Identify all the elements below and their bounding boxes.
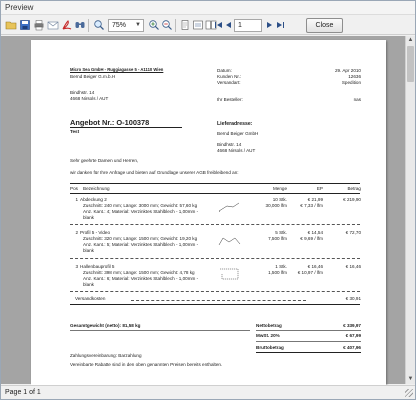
delivery-line: Bernd Beiger GmbH bbox=[217, 131, 259, 136]
total-weight: Gesamtgewicht (netto): 81,58 kg bbox=[70, 323, 141, 328]
table-rule bbox=[70, 183, 360, 184]
toolbar-separator bbox=[88, 19, 89, 32]
item-pos: 3 bbox=[75, 264, 78, 269]
title-underline bbox=[70, 127, 182, 128]
col-header-ep: EP bbox=[316, 186, 323, 191]
window-title: Preview bbox=[5, 3, 34, 12]
gross-label: Bruttobetrag bbox=[256, 345, 284, 350]
recipient-street: Bindhstr. 14 bbox=[70, 90, 95, 95]
row-separator bbox=[70, 224, 360, 225]
item-qty-length: 30,000 lfm bbox=[265, 203, 287, 208]
profile-sketch-icon bbox=[217, 201, 241, 213]
totals-rule bbox=[256, 341, 361, 342]
find-icon[interactable] bbox=[74, 19, 86, 31]
scroll-up-icon[interactable]: ▲ bbox=[407, 37, 414, 43]
delivery-line: 4668 Nirsols / AUT bbox=[217, 148, 256, 153]
item-detail: blank bbox=[83, 215, 94, 220]
item-qty: 1 Stk. bbox=[275, 264, 287, 269]
totals-double-rule bbox=[256, 352, 361, 353]
item-name: Abdeckung 2 bbox=[80, 197, 107, 202]
net-label: Nettobetrag bbox=[256, 323, 282, 328]
previous-page-icon[interactable] bbox=[224, 19, 233, 31]
item-pos: 1 bbox=[75, 197, 78, 202]
net-amount: € 339,97 bbox=[343, 323, 361, 328]
sender-line: Micro Sea GmbH - Ruggiagasse 5 - A1110 Wien bbox=[70, 67, 164, 72]
item-pos: 2 bbox=[75, 230, 78, 235]
item-detail: blank bbox=[83, 282, 94, 287]
item-unit-price: € 16,46 bbox=[307, 264, 323, 269]
scroll-down-icon[interactable]: ▼ bbox=[407, 376, 414, 382]
shipping-amount: € 30,91 bbox=[345, 296, 361, 301]
scrollbar-thumb[interactable] bbox=[407, 46, 414, 82]
col-header-description: Bezeichnung bbox=[83, 186, 110, 191]
payment-terms: Zahlungsvereinbarung: Barzahlung bbox=[70, 353, 142, 358]
page-indicator: Page 1 of 1 bbox=[5, 389, 41, 396]
print-icon[interactable] bbox=[33, 19, 45, 31]
item-qty: 10 Stk. bbox=[272, 197, 287, 202]
item-qty-length: 1,500 lfm bbox=[268, 270, 287, 275]
vat-label: MwSt. 20% bbox=[256, 333, 280, 338]
first-page-icon[interactable] bbox=[214, 19, 223, 31]
item-detail: Zuschnitt: 398 mm; Länge: 1500 mm; Gewicht: 4,78 kg bbox=[83, 270, 195, 275]
meta-label: Kunden Nr.: bbox=[217, 74, 242, 79]
item-detail: blank bbox=[83, 248, 94, 253]
document-page bbox=[31, 40, 386, 385]
item-price-per-meter: € 7,33 / lfm bbox=[300, 203, 323, 208]
meta-value: 29. Apr 2010 bbox=[334, 68, 361, 73]
row-separator bbox=[70, 291, 360, 292]
title-bar bbox=[1, 1, 415, 15]
item-detail: Anz. Kant.: 6; Material: Verzinktes Stahlblech - 1,00mm - bbox=[83, 276, 199, 281]
next-page-icon[interactable] bbox=[265, 19, 274, 31]
recipient-city: 4668 Nirsols / AUT bbox=[70, 96, 109, 101]
item-detail: Zuschnitt: 320 mm; Länge: 1500 mm; Gewicht: 19,20 kg bbox=[83, 236, 198, 241]
zoom-in-icon[interactable] bbox=[148, 19, 160, 31]
meta-label: Versandart: bbox=[217, 80, 241, 85]
shipping-label: Versandkosten bbox=[75, 296, 106, 301]
page-width-icon[interactable] bbox=[192, 19, 204, 31]
zoom-value: 75% bbox=[112, 22, 127, 29]
intro-text: wir danken für Ihre Anfrage und bieten auf Grundlage unserer AGB freibleibend an: bbox=[70, 170, 239, 175]
greeting: Sehr geehrte Damen und Herren, bbox=[70, 158, 139, 163]
toolbar-separator bbox=[175, 19, 176, 32]
item-detail: Anz. Kant.: 4; Material: Verzinktes Stahlblech - 1,00mm - bbox=[83, 209, 199, 214]
col-header-amount: Betrag bbox=[347, 186, 361, 191]
weight-underline bbox=[70, 330, 250, 331]
item-unit-price: € 21,99 bbox=[307, 197, 323, 202]
item-detail: Zuschnitt: 240 mm; Länge: 3000 mm; Gewicht: 57,60 kg bbox=[83, 203, 198, 208]
status-bar bbox=[1, 385, 415, 399]
document-subtitle: Test bbox=[70, 129, 80, 134]
item-qty-length: 7,500 lfm bbox=[268, 236, 287, 241]
recipient-name: Bernd Beiger G.m.b.H bbox=[70, 74, 116, 79]
profile-sketch-icon bbox=[217, 234, 243, 248]
totals-rule bbox=[256, 330, 361, 331]
table-rule bbox=[70, 193, 360, 194]
table-rule bbox=[70, 304, 360, 305]
document-title: Angebot Nr.: O-100378 bbox=[70, 118, 150, 127]
meta-value: 12636 bbox=[348, 74, 361, 79]
delivery-title: Lieferadresse: bbox=[217, 121, 253, 127]
item-amount: € 72,70 bbox=[345, 230, 361, 235]
meta-label: Ihr Besteller: bbox=[217, 97, 243, 102]
gross-amount: € 407,96 bbox=[343, 345, 361, 350]
zoom-icon[interactable] bbox=[93, 19, 105, 31]
item-amount: € 16,46 bbox=[345, 264, 361, 269]
meta-value: nas bbox=[353, 97, 361, 102]
resize-grip-icon[interactable] bbox=[405, 389, 413, 397]
row-separator bbox=[70, 258, 360, 259]
last-page-icon[interactable] bbox=[276, 19, 285, 31]
item-name: Profil 5 - Video bbox=[80, 230, 111, 235]
col-header-pos: Pos bbox=[70, 186, 78, 191]
close-button[interactable]: Close bbox=[306, 18, 343, 33]
zoom-select[interactable] bbox=[108, 19, 144, 32]
vertical-scrollbar[interactable] bbox=[405, 36, 415, 384]
profile-sketch-icon bbox=[217, 266, 243, 282]
item-detail: Anz. Kant.: 5; Material: Verzinktes Stahlblech - 1,00mm - bbox=[83, 242, 199, 247]
item-unit-price: € 14,54 bbox=[307, 230, 323, 235]
shipping-leader bbox=[131, 300, 306, 301]
page-number-input[interactable]: 1 bbox=[234, 19, 262, 32]
discount-note: Vereinbarte Rabatte sind in den oben genannten Preisen bereits enthalten. bbox=[70, 362, 223, 367]
item-amount: € 219,90 bbox=[343, 197, 361, 202]
vat-amount: € 67,99 bbox=[345, 333, 361, 338]
col-header-qty: Menge bbox=[272, 186, 287, 191]
meta-value: Spedition bbox=[341, 80, 361, 85]
meta-label: Datum: bbox=[217, 68, 232, 73]
chevron-down-icon: ▼ bbox=[135, 22, 141, 28]
item-qty: 5 Stk. bbox=[275, 230, 287, 235]
save-icon[interactable] bbox=[19, 19, 31, 31]
single-page-icon[interactable] bbox=[179, 19, 191, 31]
toolbar bbox=[1, 16, 415, 35]
item-price-per-meter: € 9,69 / lfm bbox=[300, 236, 323, 241]
zoom-out-icon[interactable] bbox=[161, 19, 173, 31]
delivery-line: Bindhstr. 14 bbox=[217, 142, 242, 147]
open-folder-icon[interactable] bbox=[5, 19, 17, 31]
item-name: Hallenbauprofil 5 bbox=[80, 264, 115, 269]
item-price-per-meter: € 10,97 / lfm bbox=[297, 270, 323, 275]
email-icon[interactable] bbox=[47, 19, 59, 31]
pdf-export-icon[interactable] bbox=[61, 19, 73, 31]
